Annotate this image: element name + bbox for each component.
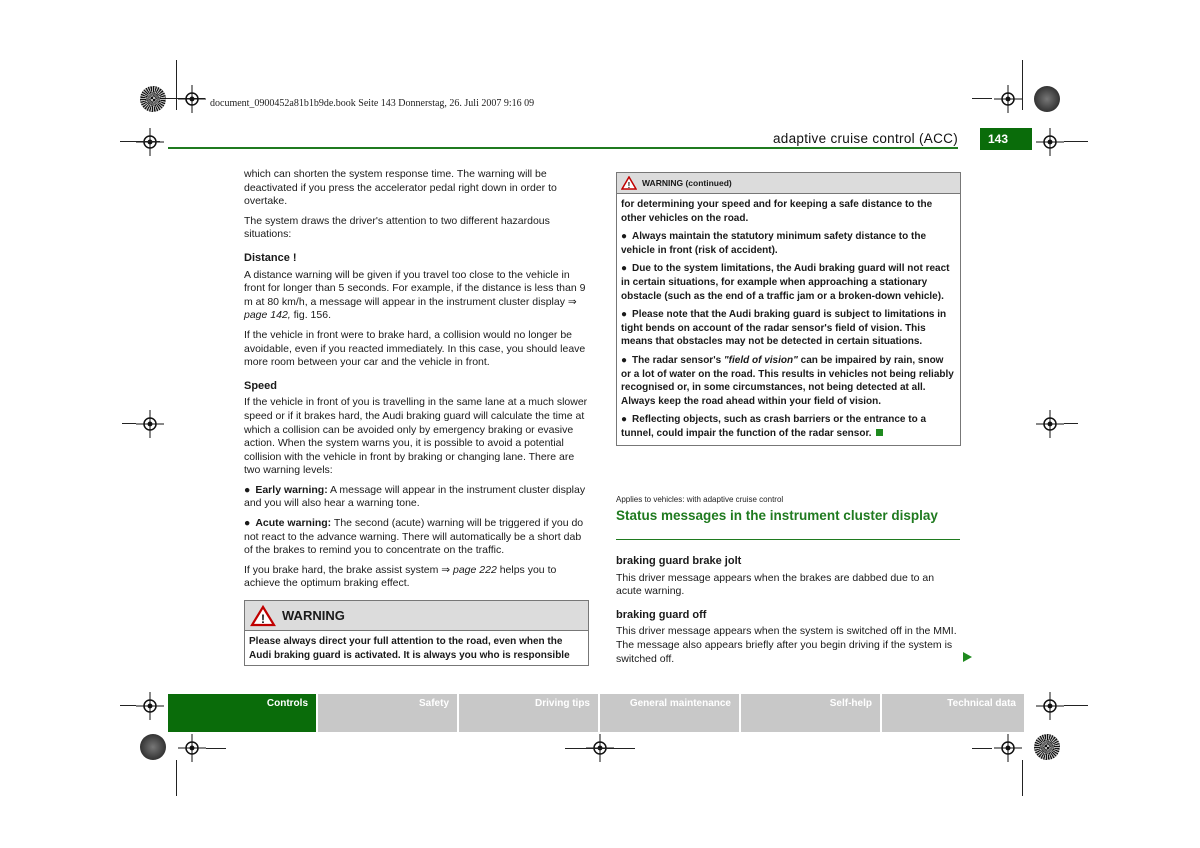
bullet-icon: ● <box>244 483 251 496</box>
registration-crosshair-icon <box>136 410 164 438</box>
warning-continued-box <box>616 172 961 446</box>
registration-crosshair-icon <box>1036 410 1064 438</box>
bullet-icon: ● <box>621 354 628 366</box>
registration-disc-icon <box>1034 86 1060 112</box>
continue-arrow-icon <box>963 652 972 662</box>
paragraph: which can shorten the system response time. The warning will be deactivated if you press the accelerator pedal right down in order to overtake. <box>244 168 557 208</box>
warning-triangle-icon <box>621 176 637 190</box>
applies-note: Applies to vehicles: with adaptive cruise control <box>616 495 784 504</box>
paragraph: If you brake hard, the brake assist system ⇒ page 222 helps you to achieve the optimum braking effect. <box>244 563 557 590</box>
registration-crosshair-icon <box>178 734 206 762</box>
crop-mark-horizontal <box>1064 423 1078 424</box>
page-reference-link[interactable]: page 222 <box>452 563 497 576</box>
bullet-icon: ● <box>621 263 628 275</box>
svg-text:!: ! <box>261 611 265 626</box>
subheading-speed: Speed <box>244 379 278 392</box>
bullet-icon: ● <box>621 414 628 426</box>
subheading: braking guard off <box>616 608 707 621</box>
registration-sunburst-icon <box>140 86 166 112</box>
paragraph: If the vehicle in front of you is travelling in the same lane at a much slower speed or if it brakes hard, the Audi braking guard will calculate the time at which a collision can be avoided only by emergency braking or evasive action. When the system warns you, it is possible to avoid a potential collision with the vehicle in front by braking or changing lane. There are two warning levels: <box>244 396 588 477</box>
registration-crosshair-icon <box>136 128 164 156</box>
svg-text:!: ! <box>627 181 631 190</box>
list-item: ● Please note that the Audi braking guard is subject to limitations in tight bends on account of the radar sensor's field of vision. This means that obstacles may not be detected in certain situations. <box>621 309 947 348</box>
registration-crosshair-icon <box>136 692 164 720</box>
section-rule <box>616 539 960 540</box>
crop-mark-horizontal <box>972 748 992 749</box>
page-number: 143 <box>980 128 1032 150</box>
crop-mark-vertical <box>1022 760 1023 796</box>
warning-box <box>244 600 589 666</box>
warning-triangle-icon <box>250 605 276 627</box>
paragraph: This driver message appears when the brakes are dabbed due to an acute warning. <box>616 571 935 598</box>
warning-header <box>617 173 960 194</box>
tab-technical-data[interactable]: Technical data <box>882 694 1024 732</box>
page-title: adaptive cruise control (ACC) <box>772 131 958 146</box>
crop-mark-vertical <box>1022 60 1023 110</box>
paragraph: If the vehicle in front were to brake hard, a collision would no longer be avoidable, even if you reacted immediately. In this case, you should leave more room between your car and the vehicle in front. <box>244 328 586 369</box>
warning-header <box>245 601 588 631</box>
crop-mark-horizontal <box>120 141 160 142</box>
list-item: ● Due to the system limitations, the Audi braking guard will not react in certain situations, for example when approaching a stationary obstacle (such as the end of a traffic jam or a broken-down vehicle). <box>621 263 950 302</box>
list-item: ● Always maintain the statutory minimum safety distance to the vehicle in front (risk of accident). <box>621 231 927 256</box>
left-column <box>244 168 588 597</box>
chapter-tabs <box>168 694 1024 732</box>
paragraph: The system draws the driver's attention to two different hazardous situations: <box>244 214 550 241</box>
warning-text: for determining your speed and for keeping a safe distance to the other vehicles on the road. ● Always maintain the statutory minimum safety distance to the vehicle in front (risk of accident). ● Due to the system limitations, the Audi braking guard will not react in certain situations, for example when approaching a stationary obstacle (such as the end of a traffic jam or a broken-down vehicle). ● Please note that the Audi braking guard is subject to limitations in tight bends on account of the radar sensor's field of vision. This means that obstacles may not be detected in certain situations. ● The radar sensor's "field of vision" can be impaired by rain, snow or a lot of water on the road. This results in vehicles not being reliably recognised or, in some circumstances, not being detected at all. Always keep the road ahead within your field of vision. ● Reflecting objects, such as crash barriers or the entrance to a tunnel, could impair the function of the radar sensor. <box>617 194 960 445</box>
crop-mark-vertical <box>176 60 177 110</box>
tab-controls[interactable]: Controls <box>168 694 316 732</box>
page-reference-link[interactable]: page 142, <box>244 309 291 322</box>
crop-mark-horizontal <box>206 748 226 749</box>
section-title: Status messages in the instrument cluster display <box>616 508 938 523</box>
crop-mark-horizontal <box>120 705 136 706</box>
end-of-section-icon <box>876 429 883 436</box>
tab-driving-tips[interactable]: Driving tips <box>459 694 598 732</box>
list-item: ● The radar sensor's "field of vision" can be impaired by rain, snow or a lot of water on the road. This results in vehicles not being reliably recognised or, in some circumstances, not being detected at all. Always keep the road ahead within your field of vision. <box>621 354 954 407</box>
list-item: ● Reflecting objects, such as crash barriers or the entrance to a tunnel, could impair the function of the radar sensor. <box>621 414 927 439</box>
registration-sunburst-icon <box>1034 734 1060 760</box>
registration-crosshair-icon <box>994 734 1022 762</box>
right-column <box>616 552 960 672</box>
crop-mark-horizontal <box>565 748 635 749</box>
print-slug: document_0900452a81b1b9de.book Seite 143 Donnerstag, 26. Juli 2007 9:16 09 <box>210 98 535 109</box>
list-item: ● Early warning: A message will appear in the instrument cluster display and you will also hear a warning tone. <box>244 483 586 510</box>
crop-mark-horizontal <box>972 98 992 99</box>
registration-crosshair-icon <box>178 85 206 113</box>
subheading: braking guard brake jolt <box>616 555 742 567</box>
bullet-icon: ● <box>244 517 251 530</box>
registration-disc-icon <box>140 734 166 760</box>
registration-crosshair-icon <box>1036 692 1064 720</box>
subheading-distance: Distance ! <box>244 251 297 264</box>
warning-text: Please always direct your full attention to the road, even when the Audi braking guard is activated. It is always you who is responsible <box>249 636 570 661</box>
crop-mark-horizontal <box>122 423 136 424</box>
tab-general-maintenance[interactable]: General maintenance <box>600 694 739 732</box>
tab-safety[interactable]: Safety <box>318 694 457 732</box>
registration-crosshair-icon <box>994 85 1022 113</box>
paragraph: This driver message appears when the system is switched off in the MMI. The message also appears briefly after you begin driving if the system is switched off. <box>616 625 957 665</box>
registration-crosshair-icon <box>1036 128 1064 156</box>
warning-title: WARNING (continued) <box>642 178 732 188</box>
crop-mark-horizontal <box>1064 141 1088 142</box>
bullet-icon: ● <box>621 231 628 243</box>
crop-mark-horizontal <box>1064 705 1088 706</box>
paragraph: A distance warning will be given if you travel too close to the vehicle in front for longer than 5 seconds. For example, if the distance is less than 9 m at 80 km/h, a message will appear in the instrument cluster display ⇒ page 142, fig. 156. <box>244 268 586 322</box>
crop-mark-vertical <box>176 760 177 796</box>
list-item: ● Acute warning: The second (acute) warning will be triggered if you do not react to the advance warning. There will automatically be a short dab of the brakes to remind you to concentrate on the traffic. <box>244 517 584 557</box>
tab-self-help[interactable]: Self-help <box>741 694 880 732</box>
header-rule <box>168 147 958 149</box>
bullet-icon: ● <box>621 309 628 321</box>
warning-title: WARNING <box>282 608 345 623</box>
